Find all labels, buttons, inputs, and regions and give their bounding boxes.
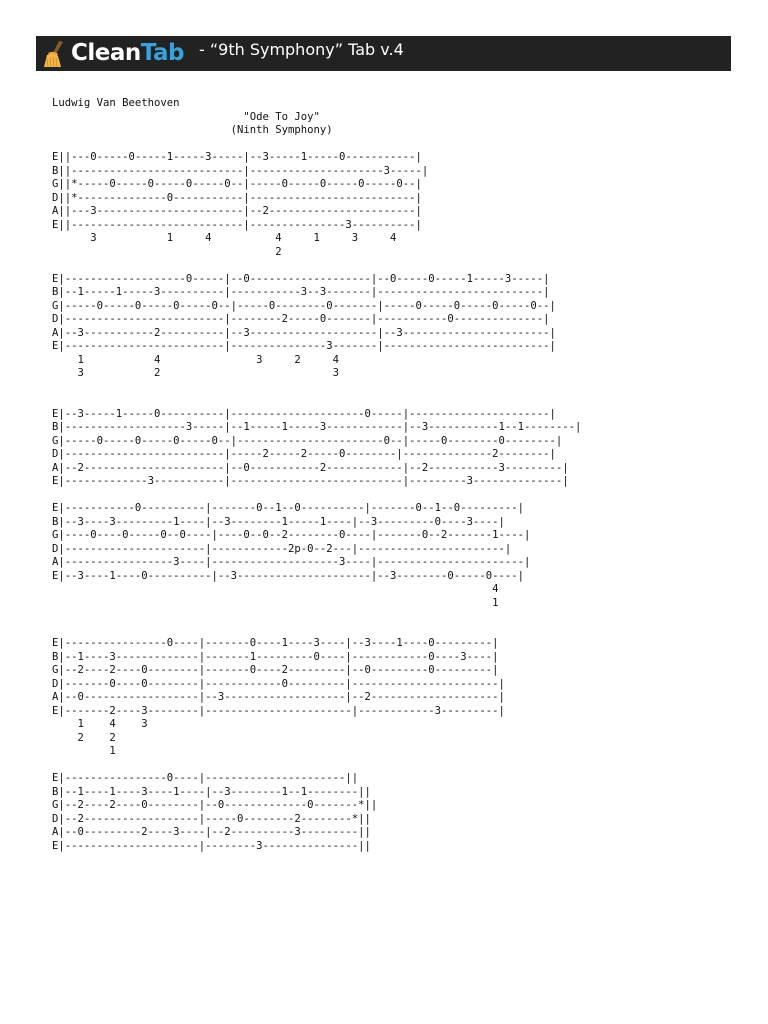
tab-line: 4 — [52, 583, 499, 595]
tab-line: B|--1----3-------------|-------1---------0----|------------0----3----| — [52, 650, 499, 663]
tab-line: 2 — [52, 245, 282, 258]
tab-line: B||---------------------------|---------------------3-----| — [52, 164, 429, 177]
tab-line: G||*-----0-----0-----0-----0--|-----0-----0-----0-----0--| — [52, 178, 422, 190]
tab-line: G|-----0-----0-----0-----0--|-----------------------0--|-----0--------0--------| — [52, 434, 563, 447]
tab-line: E|-------------------0-----|--0-------------------|--0-----0-----1-----3-----| — [52, 272, 550, 285]
tab-line: E||---0-----0-----1-----3-----|--3-----1-----0-----------| — [52, 151, 422, 163]
tab-line: A|--0---------2----3----|--2----------3---------|| — [52, 826, 371, 838]
tab-line: E|-----------0----------|-------0--1--0----------|-------0--1--0---------| — [52, 502, 524, 514]
tab-line: 2 2 — [52, 731, 116, 744]
broom-icon — [42, 39, 68, 69]
tab-line: D|-------0----0--------|------------0---------|-----------------------| — [52, 677, 505, 690]
tab-line: 3 1 4 4 1 3 4 — [52, 232, 397, 244]
tab-line: 1 — [52, 596, 499, 609]
tab-line: E|--3-----1-----0----------|---------------------0-----|----------------------| — [52, 407, 556, 420]
tab-line: G|--2----2----0--------|--0-------------0-------*|| — [52, 799, 378, 811]
tab-line: G|-----0-----0-----0-----0--|-----0--------0-------|-----0-----0-----0-----0--| — [52, 299, 556, 312]
tab-line: E|-------------3-----------|---------------------------|---------3--------------| — [52, 475, 569, 487]
tab-line: 1 — [52, 745, 116, 757]
tab-line: E|---------------------|--------3---------------|| — [52, 839, 371, 852]
tab-line: G|----0----0-----0--0----|----0--0--2--------0----|-------0--2-------1----| — [52, 529, 531, 541]
tab-line: A|-----------------3----|--------------------3----|-----------------------| — [52, 556, 531, 568]
tab-line: B|-------------------3-----|--1-----1-----3------------|--3-----------1--1--------| — [52, 421, 582, 433]
logo-text-clean: Clean — [71, 40, 141, 66]
tab-line: E|--3----1----0----------|--3---------------------|--3--------0-----0----| — [52, 569, 524, 582]
tab-line: B|--1-----1-----3----------|-----------3--3-------|--------------------------| — [52, 286, 550, 298]
tab-line: (Ninth Symphony) — [52, 124, 333, 136]
tab-line: E||---------------------------|---------------3----------| — [52, 218, 422, 231]
tab-line: D|--2------------------|-----0--------2--------*|| — [52, 812, 371, 825]
tab-line: D|-------------------------|-----2-----2-----0--------|--------------2--------| — [52, 448, 556, 460]
tab-line: A|--0------------------|--3-------------------|--2--------------------| — [52, 691, 505, 703]
tab-line: A||---3-----------------------|--2-----------------------| — [52, 205, 422, 217]
tab-line: D|----------------------|------------2p-0--2---|-----------------------| — [52, 542, 512, 555]
tab-line: D||*--------------0-----------|--------------------------| — [52, 191, 422, 204]
tab-line: E|----------------0----|----------------------|| — [52, 772, 359, 784]
tab-line: "Ode To Joy" — [52, 110, 320, 123]
tab-line: E|----------------0----|-------0----1----3----|--3----1----0---------| — [52, 637, 499, 649]
cleantab-logo[interactable] — [42, 36, 184, 71]
tab-line: 1 4 3 — [52, 718, 148, 730]
tab-line: E|-------------------------|---------------3-------|--------------------------| — [52, 340, 556, 352]
tab-line: E|-------2----3--------|-----------------------|------------3---------| — [52, 704, 505, 717]
tablature-body — [52, 97, 581, 853]
tab-line: A|--3-----------2----------|--3--------------------|--3-----------------------| — [52, 326, 556, 339]
logo-text-tab: Tab — [140, 40, 184, 66]
app-header — [36, 36, 731, 71]
tab-line: D|-------------------------|--------2-----0-------|-----------0--------------| — [52, 313, 550, 325]
tab-line: B|--1----1----3----1----|--3--------1--1--------|| — [52, 785, 371, 798]
tab-line: 3 2 3 — [52, 367, 340, 379]
page-title: - “9th Symphony” Tab v.4 — [198, 40, 404, 59]
tab-line: B|--3----3---------1----|--3--------1-----1----|--3---------0----3----| — [52, 515, 505, 528]
tab-line: A|--2----------------------|--0-----------2------------|--2-----------3---------| — [52, 461, 569, 474]
tab-line: G|--2----2----0--------|-------0----2---------|--0---------0---------| — [52, 664, 499, 676]
tab-line: 1 4 3 2 4 — [52, 353, 340, 366]
tab-line: Ludwig Van Beethoven — [52, 97, 180, 109]
